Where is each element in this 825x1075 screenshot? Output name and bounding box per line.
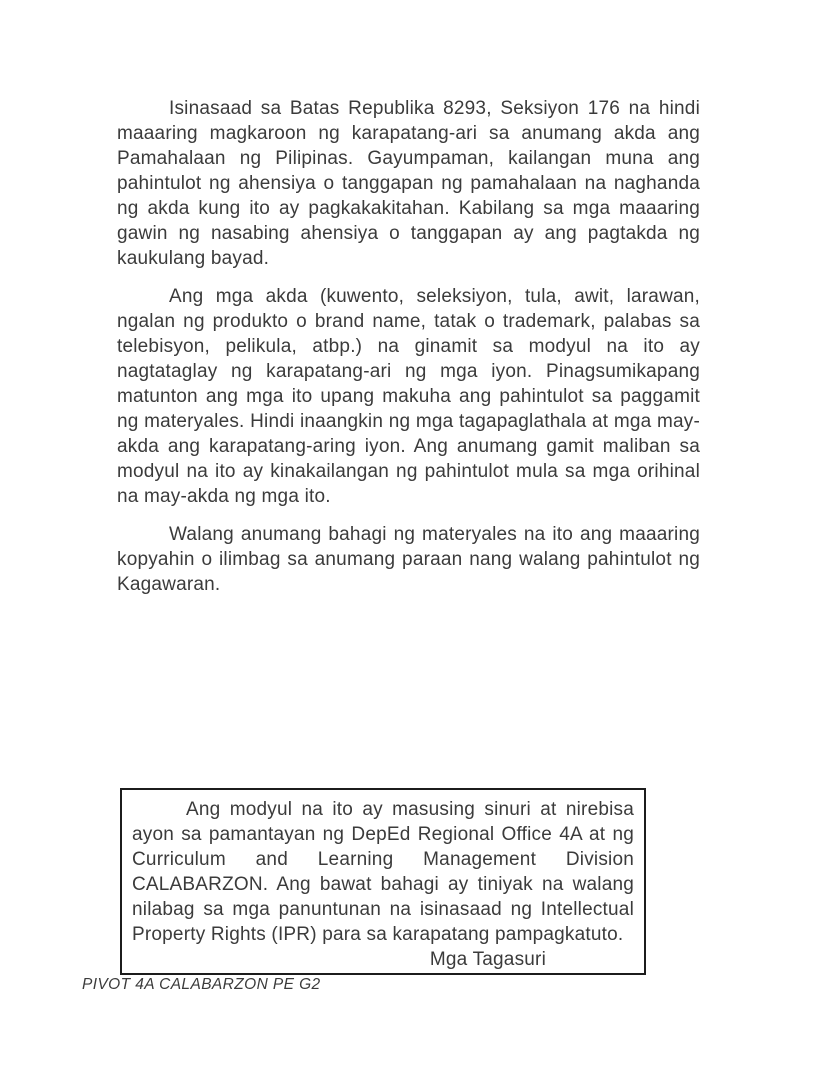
- reviewers-signature: Mga Tagasuri: [429, 949, 546, 970]
- copyright-notice-section: [117, 96, 700, 610]
- review-notice-box: [120, 788, 646, 975]
- review-notice-text: Ang modyul na ito ay masusing sinuri at nirebisa ayon sa pamantayan ng DepEd Regional Office 4A at ng Curriculum and Learning Management Division CALABARZON. Ang bawat bahagi ay tiniyak na walang nilabag sa mga panuntunan na isinasaad ng Intellectual Property Rights (IPR) para sa karapatang pampagkatuto.: [132, 799, 634, 945]
- paragraph-walang-bahagi: Walang anumang bahagi ng materyales na ito ang maaaring kopyahin o ilimbag sa anumang paraan nang walang pahintulot ng Kagawaran.: [117, 524, 700, 595]
- paragraph-mga-akda: Ang mga akda (kuwento, seleksiyon, tula, awit, larawan, ngalan ng produkto o brand name, tatak o trademark, palabas sa telebisyon, pelikula, atbp.) na ginamit sa modyul na ito ay nagtataglay ng karapatang-ari ng mga iyon. Pinagsumikapang matunton ang mga ito upang makuha ang pahintulot sa paggamit ng materyales. Hindi inaangkin ng mga tagapaglathala at mga may-akda ang karapatang-aring iyon. Ang anumang gamit maliban sa modyul na ito ay kinakailangan ng pahintulot mula sa mga orihinal na may-akda ng mga ito.: [117, 286, 700, 507]
- paragraph-batas-republika: Isinasaad sa Batas Republika 8293, Seksiyon 176 na hindi maaaring magkaroon ng karapatang-ari sa anumang akda ang Pamahalaan ng Pilipinas. Gayumpaman, kailangan muna ang pahintulot ng ahensiya o tanggapan ng pamahalaan na naghanda ng akda kung ito ay pagkakakitahan. Kabilang sa mga maaaring gawin ng nasabing ahensiya o tanggapan ay ang pagtakda ng kaukulang bayad.: [117, 98, 700, 269]
- page-footer: PIVOT 4A CALABARZON PE G2: [82, 976, 321, 993]
